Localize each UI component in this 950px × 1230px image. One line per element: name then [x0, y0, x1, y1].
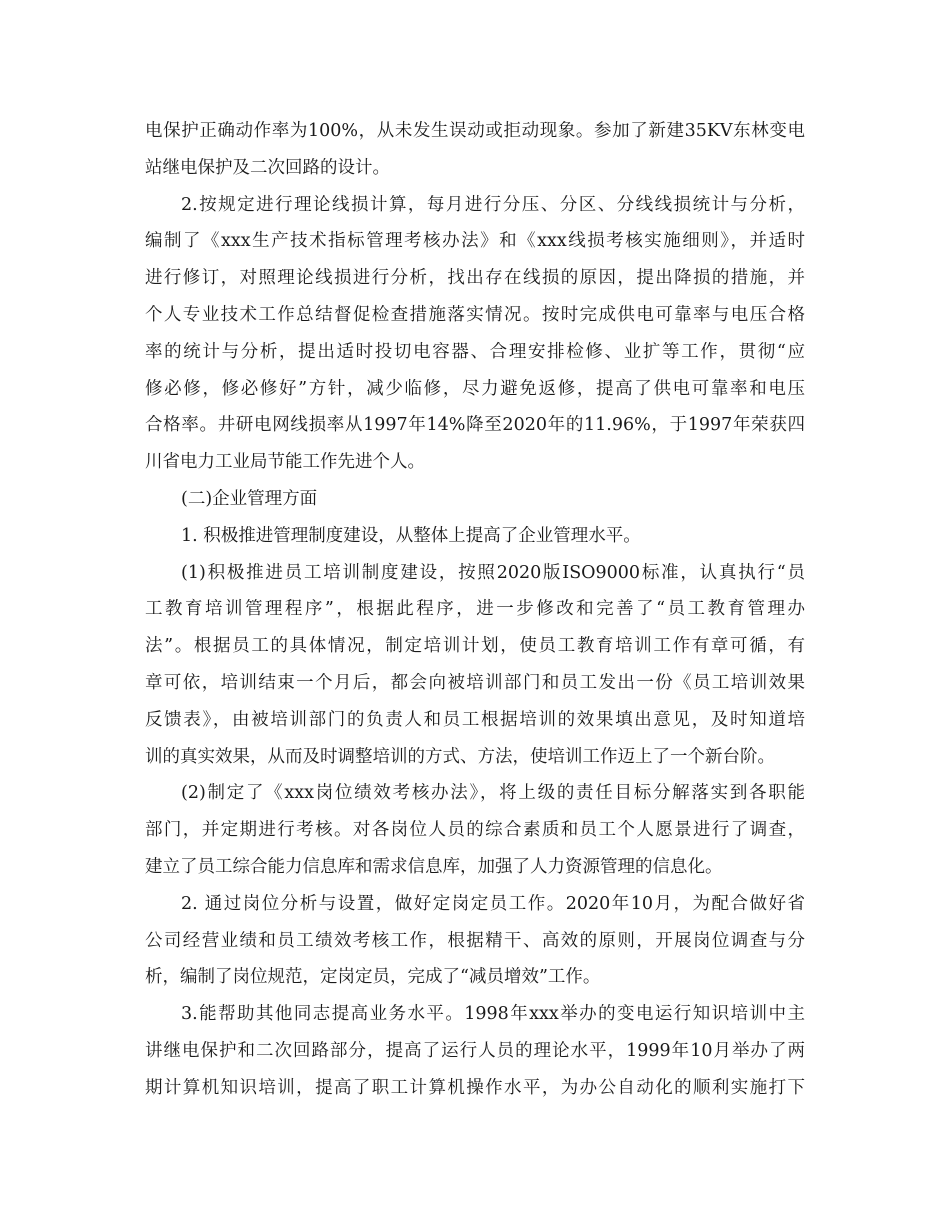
text-line: 进行修订，对照理论线损进行分析，找出存在线损的原因，提出降损的措施，并	[145, 268, 805, 289]
text-line: 析，编制了岗位规范，定岗定员，完成了“减员增效”工作。	[145, 967, 601, 988]
text-line: 电保护正确动作率为100%，从未发生误动或拒动现象。参加了新建35KV东林变电	[145, 121, 805, 141]
text-line: 修必修，修必修好”方针，减少临修，尽力避免返修，提高了供电可靠率和电压	[145, 378, 805, 399]
text-line: (二)企业管理方面	[181, 488, 318, 509]
text-line: 编制了《xxx生产技术指标管理考核办法》和《xxx线损考核实施细则》，并适时	[145, 231, 805, 252]
text-line: 站继电保护及二次回路的设计。	[145, 157, 390, 178]
text-line: 个人专业技术工作总结督促检查措施落实情况。按时完成供电可靠率与电压合格	[145, 304, 805, 325]
document-body	[145, 113, 805, 1107]
text-line: (2)制定了《xxx岗位绩效考核办法》，将上级的责任目标分解落实到各职能	[181, 783, 805, 804]
text-line: 1. 积极推进管理制度建设，从整体上提高了企业管理水平。	[181, 525, 641, 546]
text-line: (1)积极推进员工培训制度建设，按照2020版ISO9000标准，认真执行“员	[181, 562, 805, 583]
text-line: 章可依，培训结束一个月后，都会向被培训部门和员工发出一份《员工培训效果	[145, 672, 805, 693]
text-line: 公司经营业绩和员工绩效考核工作，根据精干、高效的原则，开展岗位调查与分	[145, 930, 805, 951]
text-line: 反馈表》，由被培训部门的负责人和员工根据培训的效果填出意见，及时知道培	[145, 709, 805, 730]
text-line: 建立了员工综合能力信息库和需求信息库，加强了人力资源管理的信息化。	[145, 856, 723, 877]
text-line: 2.按规定进行理论线损计算，每月进行分压、分区、分线线损统计与分析，	[181, 194, 805, 215]
text-line: 3.能帮助其他同志提高业务水平。1998年xxx举办的变电运行知识培训中主	[181, 1004, 805, 1025]
text-line: 期计算机知识培训，提高了职工计算机操作水平，为办公自动化的顺利实施打下	[145, 1077, 805, 1098]
text-line: 川省电力工业局节能工作先进个人。	[145, 452, 425, 473]
text-line: 工教育培训管理程序”，根据此程序，进一步修改和完善了“员工教育管理办	[145, 599, 805, 620]
text-line: 部门，并定期进行考核。对各岗位人员的综合素质和员工个人愿景进行了调查，	[145, 820, 805, 841]
text-line: 2. 通过岗位分析与设置，做好定岗定员工作。2020年10月，为配合做好省	[181, 893, 805, 914]
text-line: 训的真实效果，从而及时调整培训的方式、方法，使培训工作迈上了一个新台阶。	[145, 746, 775, 767]
text-line: 讲继电保护和二次回路部分，提高了运行人员的理论水平，1999年10月举办了两	[145, 1040, 805, 1061]
text-line: 合格率。井研电网线损率从1997年14%降至2020年的11.96%，于1997年荣获四	[145, 415, 805, 436]
text-line: 率的统计与分析，提出适时投切电容器、合理安排检修、业扩等工作，贯彻“应	[145, 341, 805, 362]
text-line: 法”。根据员工的具体情况，制定培训计划，使员工教育培训工作有章可循，有	[145, 636, 805, 657]
